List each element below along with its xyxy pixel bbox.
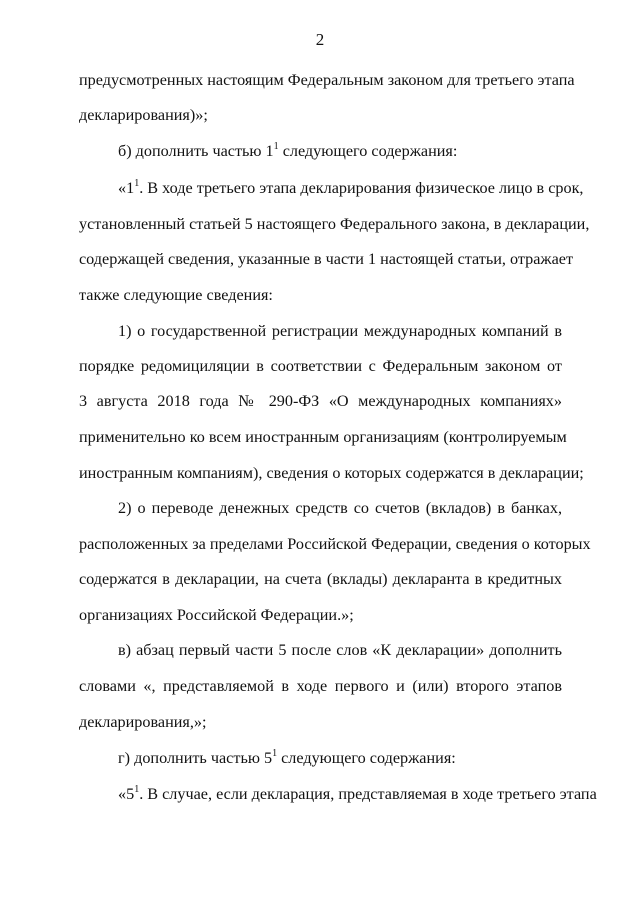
text-line: 3 августа 2018 года № 290-ФЗ «О международных компаниях»	[79, 392, 562, 410]
paragraph-1-1	[118, 178, 584, 198]
text-line: также следующие сведения:	[79, 286, 273, 304]
paragraph-v: в) абзац первый части 5 после слов «К декларации» дополнить	[118, 641, 562, 659]
text-fragment: б) дополнить частью 1	[118, 142, 274, 160]
text-line: применительно ко всем иностранным организациям (контролируемым	[79, 428, 567, 446]
superscript: 1	[134, 178, 140, 189]
text-line: словами «, представляемой в ходе первого и (или) второго этапов	[79, 677, 562, 695]
text-fragment: . В ходе третьего этапа декларирования физическое лицо в срок,	[139, 179, 584, 197]
item-1: 1) о государственной регистрации международных компаний в	[118, 322, 562, 340]
text-line: декларирования)»;	[79, 106, 208, 124]
superscript: 1	[273, 141, 279, 152]
text-line: расположенных за пределами Российской Федерации, сведения о которых	[79, 535, 591, 553]
text-line: содержащей сведения, указанные в части 1 настоящей статьи, отражает	[79, 250, 574, 268]
text-fragment: . В случае, если декларация, представляемая в ходе третьего этапа	[139, 785, 597, 803]
paragraph-g	[118, 748, 562, 768]
text-line: порядке редомициляции в соответствии с Федеральным законом от	[79, 357, 562, 375]
text-line: содержатся в декларации, на счета (вклады) декларанта в кредитных	[79, 570, 562, 588]
superscript: 1	[272, 748, 278, 759]
item-2: 2) о переводе денежных средств со счетов (вкладов) в банках,	[118, 499, 562, 517]
page-number: 2	[315, 30, 325, 49]
text-line: организациях Российской Федерации.»;	[79, 606, 354, 624]
superscript: 1	[134, 784, 140, 795]
text-fragment: «1	[118, 179, 135, 197]
text-line: декларирования,»;	[79, 713, 207, 731]
text-fragment: следующего содержания:	[277, 749, 456, 767]
text-fragment: г) дополнить частью 5	[118, 749, 273, 767]
paragraph-5-1	[118, 784, 597, 804]
text-fragment: следующего содержания:	[278, 142, 458, 160]
text-fragment: «5	[118, 785, 135, 803]
text-line: предусмотренных настоящим Федеральным законом для третьего этапа	[79, 71, 575, 89]
text-line: иностранным компаниям), сведения о которых содержатся в декларации;	[79, 464, 584, 482]
paragraph-b	[118, 141, 562, 161]
text-line: установленный статьей 5 настоящего Федерального закона, в декларации,	[79, 215, 590, 233]
